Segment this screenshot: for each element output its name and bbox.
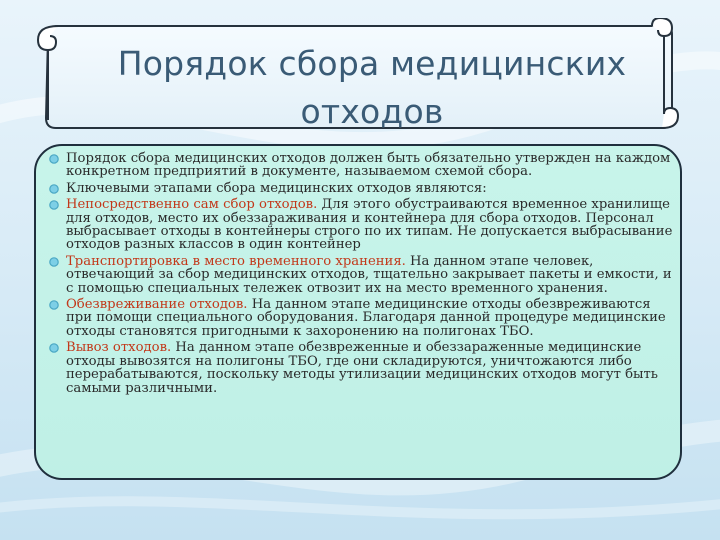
- item-text: На данном этапе обезвреженные и обеззараженные медицинские отходы вывозятся на полигоны ТБО, где они складируются, уничтожаются либо перерабатываются, поскольку методы утилизации медицинских отходов могут быть самыми различными.: [66, 340, 658, 396]
- item-highlight: Транспортировка в место временного хранения.: [66, 253, 406, 269]
- title-scroll: [32, 18, 680, 136]
- bullet-icon: [48, 299, 60, 311]
- item-highlight: Обезвреживание отходов.: [66, 297, 248, 313]
- bullet-icon: [48, 183, 60, 195]
- item-text: На данном этапе медицинские отходы обезвреживаются при помощи специального оборудования. Благодаря данной процедуре медицинские отходы становятся пригодными к захоронению на полигонах ТБО.: [66, 297, 666, 339]
- list-item: [46, 341, 674, 395]
- item-text: Порядок сбора медицинских отходов должен быть обязательно утвержден на каждом конкретном предприятий в документе, называемом схемой сбора.: [66, 151, 671, 180]
- list-item: [46, 255, 674, 295]
- bullet-icon: [48, 153, 60, 165]
- list-item: [46, 298, 674, 338]
- bullet-icon: [48, 342, 60, 354]
- bullet-icon: [48, 256, 60, 268]
- page-title: Порядок сбора медицинских отходов: [117, 44, 627, 131]
- list-item: [46, 182, 674, 195]
- item-highlight: Вывоз отходов.: [66, 340, 172, 356]
- item-text: На данном этапе человек, отвечающий за сбор медицинских отходов, тщательно закрывает пакеты и емкости, и с помощью специальных тележек отвозит их на место временного хранения.: [66, 253, 672, 296]
- item-text: Для этого обустраиваются временное хранилище для отходов, место их обеззараживания и контейнера для сбора отходов. Персонал выбрасывает отходы в контейнеры строго по их типам. Не допускается выбрасывание отходов разных классов в один контейнер: [66, 197, 673, 253]
- bullet-icon: [48, 199, 60, 211]
- list-item: [46, 152, 674, 179]
- bullet-list: [46, 152, 674, 398]
- list-item: [46, 198, 674, 252]
- item-highlight: Непосредственно сам сбор отходов.: [66, 197, 318, 213]
- item-text: Ключевыми этапами сбора медицинских отходов являются:: [66, 180, 487, 196]
